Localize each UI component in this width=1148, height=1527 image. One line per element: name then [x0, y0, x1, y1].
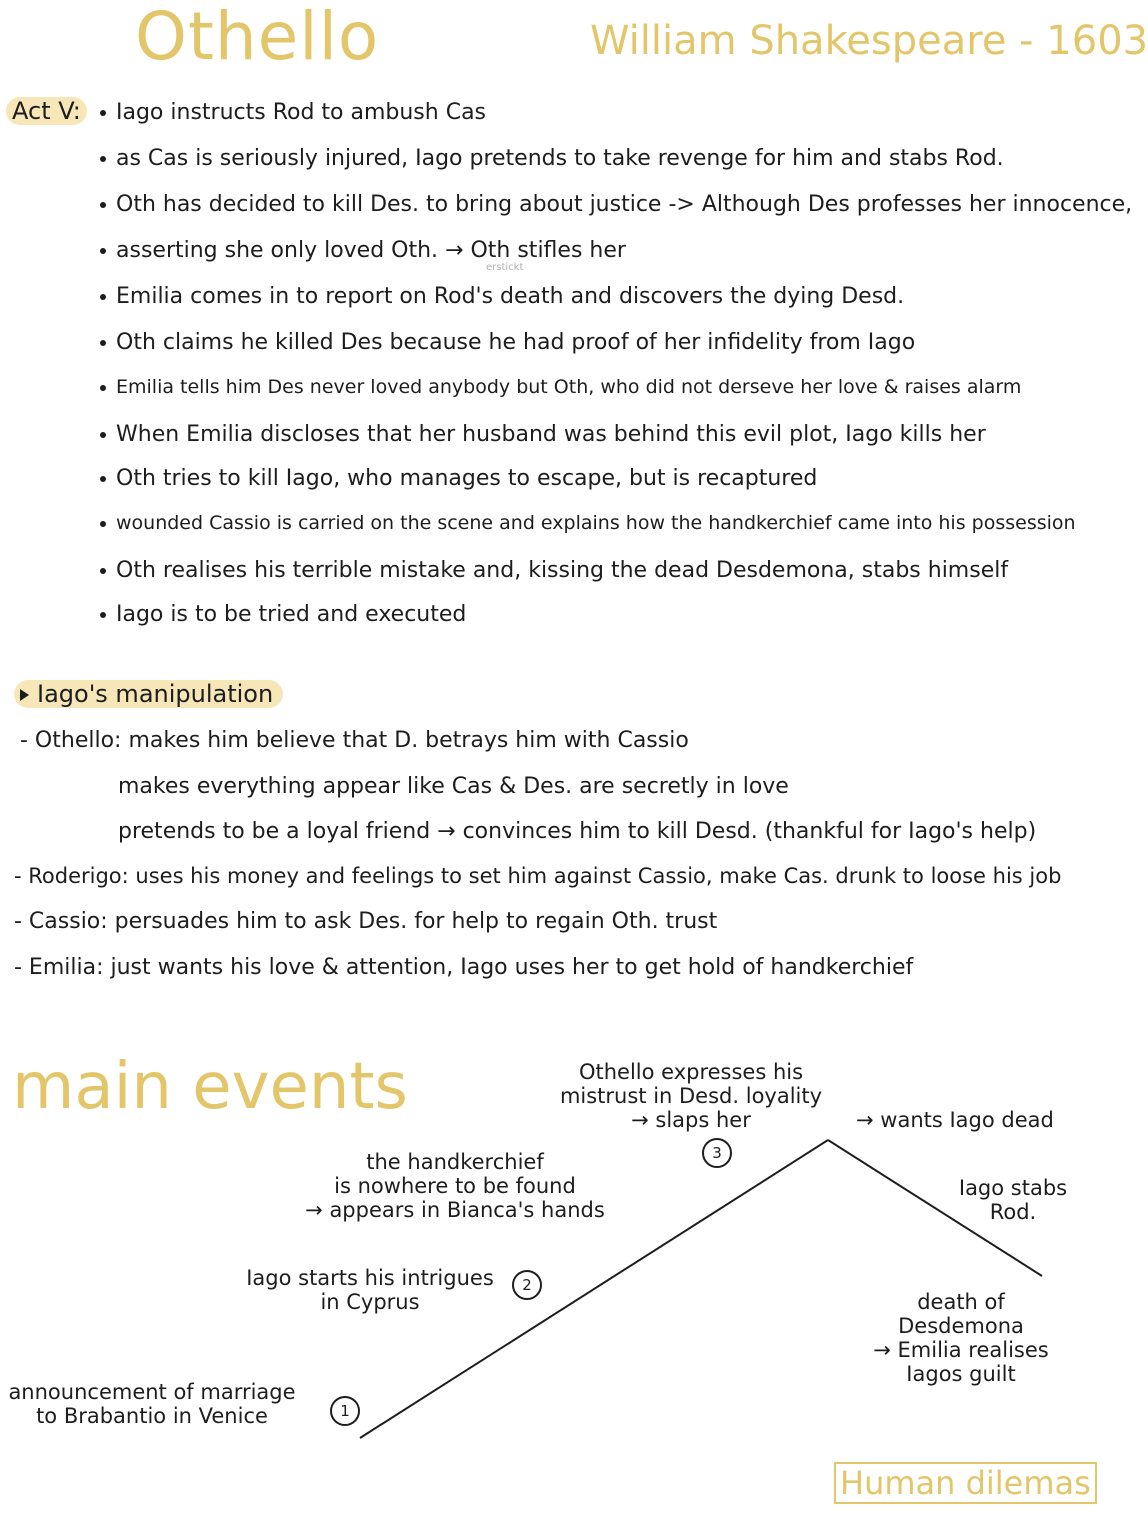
main-events-heading: main events: [12, 1050, 408, 1124]
act-point: asserting she only loved Oth. → Oth stifles her: [100, 238, 626, 263]
manipulation-line: - Othello: makes him believe that D. betrays him with Cassio: [20, 728, 689, 753]
manipulation-line: makes everything appear like Cas & Des. are secretly in love: [118, 774, 789, 799]
act-point: wounded Cassio is carried on the scene and explains how the handkerchief came into his possession: [100, 512, 1076, 534]
act-label: Act V:: [6, 97, 87, 125]
event-wants-iago-dead: → wants Iago dead: [856, 1108, 1054, 1132]
act-point: Oth tries to kill Iago, who manages to escape, but is recaptured: [100, 466, 817, 491]
act-point: Oth realises his terrible mistake and, kissing the dead Desdemona, stabs himself: [100, 558, 1008, 583]
manipulation-line: - Emilia: just wants his love & attention, Iago uses her to get hold of handkerchief: [14, 955, 914, 980]
human-dilemmas-box: Human dilemas: [834, 1462, 1097, 1504]
act-point: Iago is to be tried and executed: [100, 602, 466, 627]
event-marriage: announcement of marriage to Brabantio in Venice: [8, 1380, 296, 1428]
act-point: Oth has decided to kill Des. to bring about justice -> Although Des professes her innocence,: [100, 192, 1132, 217]
translation-note: erstickt: [486, 262, 524, 273]
event-death-desdemona: death of Desdemona → Emilia realises Iagos guilt: [873, 1290, 1049, 1386]
event-mistrust: Othello expresses his mistrust in Desd. loyality → slaps her: [559, 1060, 823, 1132]
event-iago-stabs: Iago stabs Rod.: [958, 1176, 1068, 1224]
manipulation-line: - Cassio: persuades him to ask Des. for help to regain Oth. trust: [14, 909, 718, 934]
event-handkerchief: the handkerchief is nowhere to be found → appears in Bianca's hands: [305, 1150, 605, 1222]
act-point: Emilia tells him Des never loved anybody but Oth, who did not derseve her love & raises alarm: [100, 376, 1021, 398]
event-number-3: 3: [702, 1138, 732, 1168]
page-title: Othello: [135, 0, 380, 75]
act-point: as Cas is seriously injured, Iago pretends to take revenge for him and stabs Rod.: [100, 146, 1004, 171]
event-number-1: 1: [330, 1396, 360, 1426]
act-point: Oth claims he killed Des because he had proof of her infidelity from Iago: [100, 330, 915, 355]
event-number-2: 2: [512, 1270, 542, 1300]
manipulation-heading: Iago's manipulation: [14, 680, 283, 708]
manipulation-line: pretends to be a loyal friend → convinces him to kill Desd. (thankful for Iago's help): [118, 819, 1037, 844]
author-date: William Shakespeare - 1603: [590, 18, 1148, 64]
event-intrigues: Iago starts his intrigues in Cyprus: [246, 1266, 494, 1314]
act-point: Iago instructs Rod to ambush Cas: [100, 100, 486, 125]
act-point: Emilia comes in to report on Rod's death and discovers the dying Desd.: [100, 284, 904, 309]
act-point: When Emilia discloses that her husband was behind this evil plot, Iago kills her: [100, 422, 986, 447]
manipulation-line: - Roderigo: uses his money and feelings to set him against Cassio, make Cas. drunk to loose his job: [14, 864, 1062, 888]
